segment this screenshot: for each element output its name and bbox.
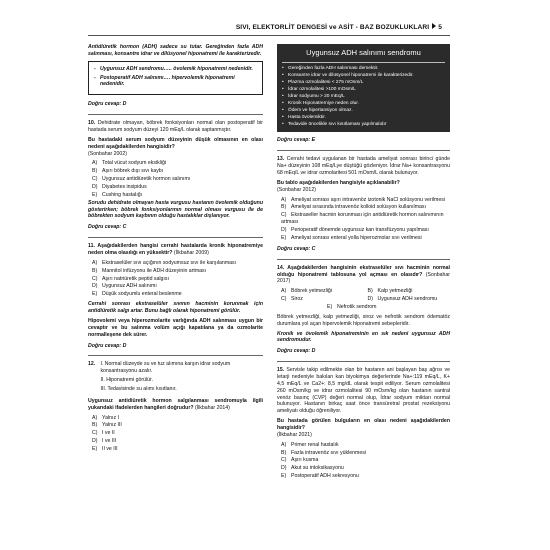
question-ask-text: Bu hastadaki serum sodyum düzeyinin düşük olmasının en olası nedeni aşağıdakilerden hangisidir? [88,136,263,150]
info-box [88,61,263,96]
option-text: Postoperatif ADH sekresyonu [291,473,359,480]
option-text: Yalnız I [102,414,119,421]
option [368,296,451,303]
header-arrow-icon [432,23,436,29]
option-text: Böbrek yetmezliği [291,288,332,295]
question-ask [88,398,263,412]
page-number: 5 [438,24,442,31]
option [92,283,263,290]
option [281,227,450,234]
option [281,442,450,449]
question-14 [277,265,450,355]
question-source: (Sonbahar 2012) [277,186,316,193]
option-key: D) [281,227,287,234]
summary-item: • İdrar ozmolalitesi >100 mOsm/L [282,87,445,94]
option-key: E) [281,473,287,480]
summary-box-title: Uygunsuz ADH salınımı sendromu [282,47,445,63]
option-text: Aşırı kusma [291,457,319,464]
question-number: 15. [277,367,285,374]
option-text: Ekstraselüler sıvı açığının sodyumsuz sıvı ile karşılanması [102,259,237,266]
option-key: D) [367,296,373,303]
option [92,160,263,167]
option-key: C) [92,430,98,437]
option-row [277,296,450,304]
option-text: Fazla intravenöz sıvı yüklenmesi [291,449,366,456]
question-source: (Sonbahar 2017) [277,271,450,285]
question-stem [88,120,263,134]
question-ask-text: Uygunsuz antidiüretik hormon salgılanması sendromuyla ilgili yukarıdaki ifadelerden hangileri doğrudur? [88,397,263,411]
option [281,235,450,242]
option-key: B) [281,204,287,211]
option-text: Aşırı böbrek dışı sıvı kaybı [102,168,164,175]
option [281,450,450,457]
option-text: Kalp yetmezliği [377,288,413,295]
left-column [88,44,263,454]
question-ask-text: Bu tablo aşağıdakilerden hangisiyle açıklanabilir? [277,179,400,186]
option-text: Düşük sodyumlu enteral beslenme [102,291,182,298]
question-source: (İlkbahar 2021) [277,431,312,438]
option [281,204,450,211]
option-key: D) [92,184,98,191]
option-key: A) [281,441,287,448]
question-stem [277,156,450,177]
question-source: (Sonbahar 2002) [88,150,127,157]
option [92,422,263,429]
answer-9: Doğru cevap: D [88,101,127,108]
question-stem [88,243,263,257]
option [92,268,263,275]
question-stem [277,265,450,286]
option [92,168,263,175]
answer-14: Doğru cevap: D [277,348,316,355]
question-stem-text: Dehidrate olmayan, böbrek fonksiyonları normal olan postoperatif bir hastada serum sodyum düzeyi 120 mEq/L olarak saptanmıştır. [88,120,263,134]
roman-item: II. Hiponatremi görülür. [100,377,153,384]
divider [88,355,263,356]
question-ask [277,418,450,439]
explanation: Cerrahi sonrası ekstraselüler sıvının hacminin korunmak için antidiüretik salgı artar. Bunu bağlı olarak hiponatremi görülür. [88,301,263,315]
option-text: Yalnız III [102,422,122,429]
question-ask [88,137,263,158]
header-title-text: SIVI, ELEKTORLİT DENGESİ ve ASİT - BAZ BOZUKLUKLARI [235,24,430,31]
page-header [88,20,450,36]
roman-item: I. Normal düzeyde su ve tuz alımına karşın idrar sodyum konsantrasyonu azalır. [100,361,231,375]
option-text: Uygunsuz ADH sendromu [377,296,438,303]
summary-box [277,44,450,132]
divider [88,237,263,238]
question-stem [277,367,450,415]
option-text: Akut su intoksikasyonu [291,465,344,472]
option [92,276,263,283]
summary-item: • Hasta övolemiktir. [282,115,445,122]
question-11 [88,243,263,349]
option-text: Ameliyat sonrası enteral yolla hiperozmolar sıvı verilmesi [291,234,422,241]
answer-13: Doğru cevap: C [277,245,316,252]
option-row [277,288,450,296]
question-ask-text: Bu hastada görülen bulguların en olası nedeni aşağıdakilerden hangisidir? [277,418,450,431]
option-text: Total vücut sodyum eksikliği [102,160,167,167]
answer-previous: Doğru cevap: E [277,137,316,144]
option-key: C) [92,275,98,282]
option [92,260,263,267]
option-key: C) [92,176,98,183]
summary-item: • Konsantre idrar ve dilüsyonel hiponatremi ile karakterizedir. [282,73,445,80]
option-key: E) [92,445,98,452]
explanation: Sorudu dehidrate olmayan hasta vurgusu hastanın övolemik olduğunu gösterirken; böbrek fonksiyonlarının normal olması vurgusu ile de böbrekten sodyum kaybının olduğu hastalıklar dışlanıyor. [88,199,263,220]
option [327,304,450,311]
explanation: Böbrek yetmezliği, kalp yetmezliği, siroz ve nefrotik sendrom ödematöz durumlara yol açan hipervolemik hiponatremi sebepleridir. [277,313,450,327]
option [92,446,263,453]
question-13 [277,156,450,252]
option-key: B) [92,422,98,429]
divider [277,259,450,260]
option-key: E) [327,303,333,310]
option-text: Aşırı natriüretik peptid salgısı [102,275,169,282]
explanation: Kronik ve övolemik hiponatreminin en sık nedeni uygunsuz ADH sendromudur. [277,330,450,344]
question-number: 14. [277,264,285,271]
option-key: B) [92,168,98,175]
option-text: I ve III [102,438,117,445]
question-12 [88,361,263,452]
option-key: B) [367,288,373,295]
question-stem-text: Cerrahi tedavi uygulanan bir hastada ameliyat sonrası birinci günde Na+ düzeyinin 108 mEq/Lye düştüğü gözleniyor. İdrar Na+ konsantrasyonu 68 mEq/L ve idrar ozmolaritesi 501 mOsm/L olarak bulunuyor. [277,156,450,177]
option-key: C) [281,457,287,464]
option [368,288,451,295]
option-text: Uygunsuz ADH salınımı [102,283,157,290]
option-key: C) [281,212,287,219]
option-key: B) [92,267,98,274]
question-10 [88,120,263,231]
info-box-item: - Postoperatif ADH salınımı…. hipervolemik hiponatremi nedenidir. [94,75,257,89]
summary-item: • Gereğinden fazla ADH salınması demektir. [282,66,445,73]
question-number: 10. [88,120,96,127]
summary-item: • Kronik Hiponatremiye neden olur. [282,101,445,108]
option [92,192,263,199]
option [281,457,450,464]
summary-item: • Plazma ozmolalitesi < 275 mOsm/L [282,80,445,87]
option-key: D) [92,283,98,290]
option-text: I ve II [102,430,115,437]
option-text: Primer renal hastalık [291,441,339,448]
option-key: A) [92,160,98,167]
option [281,288,364,295]
option [92,176,263,183]
option-key: E) [92,291,98,298]
info-box-item: - Uygunsuz ADH sendromu….. övolemik hiponatremi nedenidir. [94,66,257,73]
option [92,184,263,191]
option-text: Siroz [291,296,303,303]
option-text: Mannitol infüzyonu ile ADH düzeyinin artması [102,267,207,274]
option [92,438,263,445]
question-number: 12. [88,361,96,368]
option [92,291,263,298]
divider [277,361,450,362]
option [281,212,450,226]
question-ask [277,180,450,194]
question-15 [277,367,450,480]
option-key: B) [281,449,287,456]
summary-item: • Tedavide öncelikle sıvı kısıtlaması yapılmalıdır [282,122,445,129]
question-number: 11. [88,243,95,250]
option-text: Cushing hastalığı [102,191,143,198]
answer-11: Doğru cevap: D [88,342,127,349]
question-source: (İlkbahar 2014) [194,404,230,411]
explanation: Hipovolemi veya hiperozmolarite varlığında ADH salınması uygun bir cevaptır ve bu salınma volüm açığı kapatılana ya da ozmolarite normalleşene dek sürer. [88,317,263,338]
option-key: A) [281,288,287,295]
option-key: A) [92,414,98,421]
header-title [236,23,442,33]
question-stem-text: Servisle takip edilmekte olan bir hastanın ani başlayan baş ağrısı ve letarji nedeniyle bakılan kan biyokimya değerlerinde Na+:119 mEq/L, K+ 4,5 mEq/L ve Ca2+: 8,5 mg/dL olarak tespit ediliyor. Serum ozmolalitesi 260 mOsm/kg ve idrar ozmolalitesi 90 mOsm/kg olan hastanın santral venöz basınç (CVP) değeri normal olup, İdrar sodyum miktarı normal bulunuyor. Hastanın birkaç saat önce transüretral prostat rezeksiyonu ameliyatı olduğu öğreniliyor. [277,367,450,415]
question-stem-text: Aşağıdakilerden hangisi cerrahi hastalarda kronik hiponatremiye neden olma olasılığı en yüksektir? [88,243,264,257]
option-key: A) [92,259,98,266]
question-source: (İlkbahar 2009) [173,250,209,257]
option-text: Uygunsuz antidiüretik hormon salınımı [102,176,191,183]
answer-10: Doğru cevap: C [88,224,127,231]
option-text: Diyabetes insipidus [102,184,147,191]
question-number: 13. [277,156,285,163]
option-text: Ameliyat sırasında intravenöz kolloid solüsyon kullanılması [291,204,426,211]
option-text: Ekstraseller hacmin korunması için antidiüretik hormon salınımının artması [281,212,444,226]
intro-text: Antidiüretik hormon (ADH) sadece su tutar. Gereğinden fazla ADH salınması, konsantre idrar ve dilüsyonel hiponatremi ile karakterizedir. [88,44,263,57]
roman-item: III. Tedavisinde su alımı kısıtlanır. [100,385,177,392]
option-text: Nefrotik sendrom [337,303,377,310]
option-text: Perioperatif dönemde uygunsuz kan transfüzyonu yapılması [291,227,429,234]
option-text: Ameliyat sonrası aşırı intravenöz izotonik NaCl solüsyonu verilmesi [291,196,445,203]
question-stem-text: Aşağıdakilerden hangisinin ekstraselüler sıvı hacminin normal olduğu hiponatremi tablosuna yol açması en olasıdır? [277,264,450,278]
option [281,296,364,303]
option-key: E) [281,234,287,241]
summary-item: • Ödem ve hipertansiyon olmaz. [282,108,445,115]
option-key: A) [281,196,287,203]
option [92,430,263,437]
question-roman-block [88,361,263,394]
divider [88,114,263,115]
option-text: II ve III [102,445,118,452]
option [281,465,450,472]
option-key: C) [281,296,287,303]
option-key: E) [92,191,98,198]
right-column [277,44,450,481]
option [92,415,263,422]
option [281,197,450,204]
summary-item: • İdrar sodyumu > 20 mEq/L [282,94,445,101]
divider [277,150,450,151]
option-key: D) [281,465,287,472]
option [281,473,450,480]
option-key: D) [92,438,98,445]
